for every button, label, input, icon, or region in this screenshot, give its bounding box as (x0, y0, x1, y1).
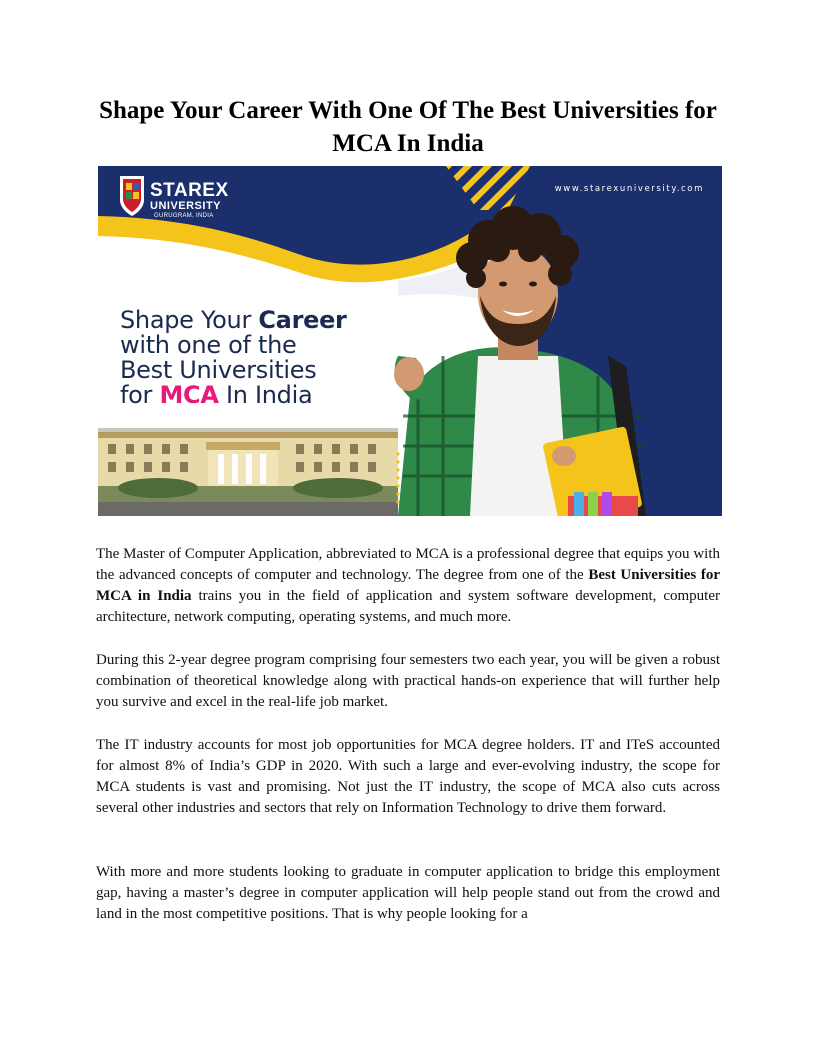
paragraph-2: During this 2-year degree program comprising four semesters two each year, you will be given a robust combination of theoretical knowledge along with practical hands-on experience that will further help you survive and excel in the real-life job market. (96, 652, 720, 710)
headline-line-4-a: for (120, 381, 160, 409)
headline-line-4 (120, 383, 430, 408)
headline-line-4-c: In India (218, 381, 313, 409)
page-title: Shape Your Career With One Of The Best Universities for MCA In India (99, 97, 717, 157)
paragraph-3: The IT industry accounts for most job opportunities for MCA degree holders. IT and ITeS accounted for almost 8% of India’s GDP in 2020. With such a large and ever-evolving industry, the scope for MCA students is vast and promising. Not just the IT industry, the scope of MCA also cuts across several other industries and sectors that rely on Information Technology to drive them forward. (96, 737, 720, 816)
paragraph-1-a: The Master of Computer Application, abbreviated to MCA is a professional degree that equips you with the advanced concepts of computer and technology. The degree from one of the (96, 546, 720, 583)
headline-mca: MCA (159, 381, 219, 409)
headline-line-3: Best Universities (120, 356, 317, 384)
paragraph-1 (96, 544, 720, 628)
logo-university: UNIVERSITY (150, 200, 222, 212)
logo-location: GURUGRAM, INDIA (154, 213, 214, 219)
hero-banner (98, 166, 722, 516)
university-logo (150, 182, 229, 220)
paragraph-4: With more and more students looking to graduate in computer application to bridge this employment gap, having a master’s degree in computer application will help people stand out from the crowd and land in the most competitive positions. That is why people looking for a (96, 864, 720, 922)
paragraph-1-b: trains you in the field of application and system software development, computer architecture, network computing, operating systems, and much more. (96, 588, 720, 625)
logo-name: STAREX (150, 180, 229, 201)
banner-headline (120, 308, 430, 408)
campus-building (98, 428, 398, 516)
paragraph-1-bold: Best Universities for MCA in India (96, 567, 721, 604)
headline-line-2: with one of the (120, 331, 297, 359)
banner-url: www.starexuniversity.com (554, 184, 704, 194)
headline-line-1-a: Shape Your (120, 306, 259, 334)
headline-line-1-b: Career (258, 306, 347, 334)
headline-line-1 (120, 308, 430, 333)
